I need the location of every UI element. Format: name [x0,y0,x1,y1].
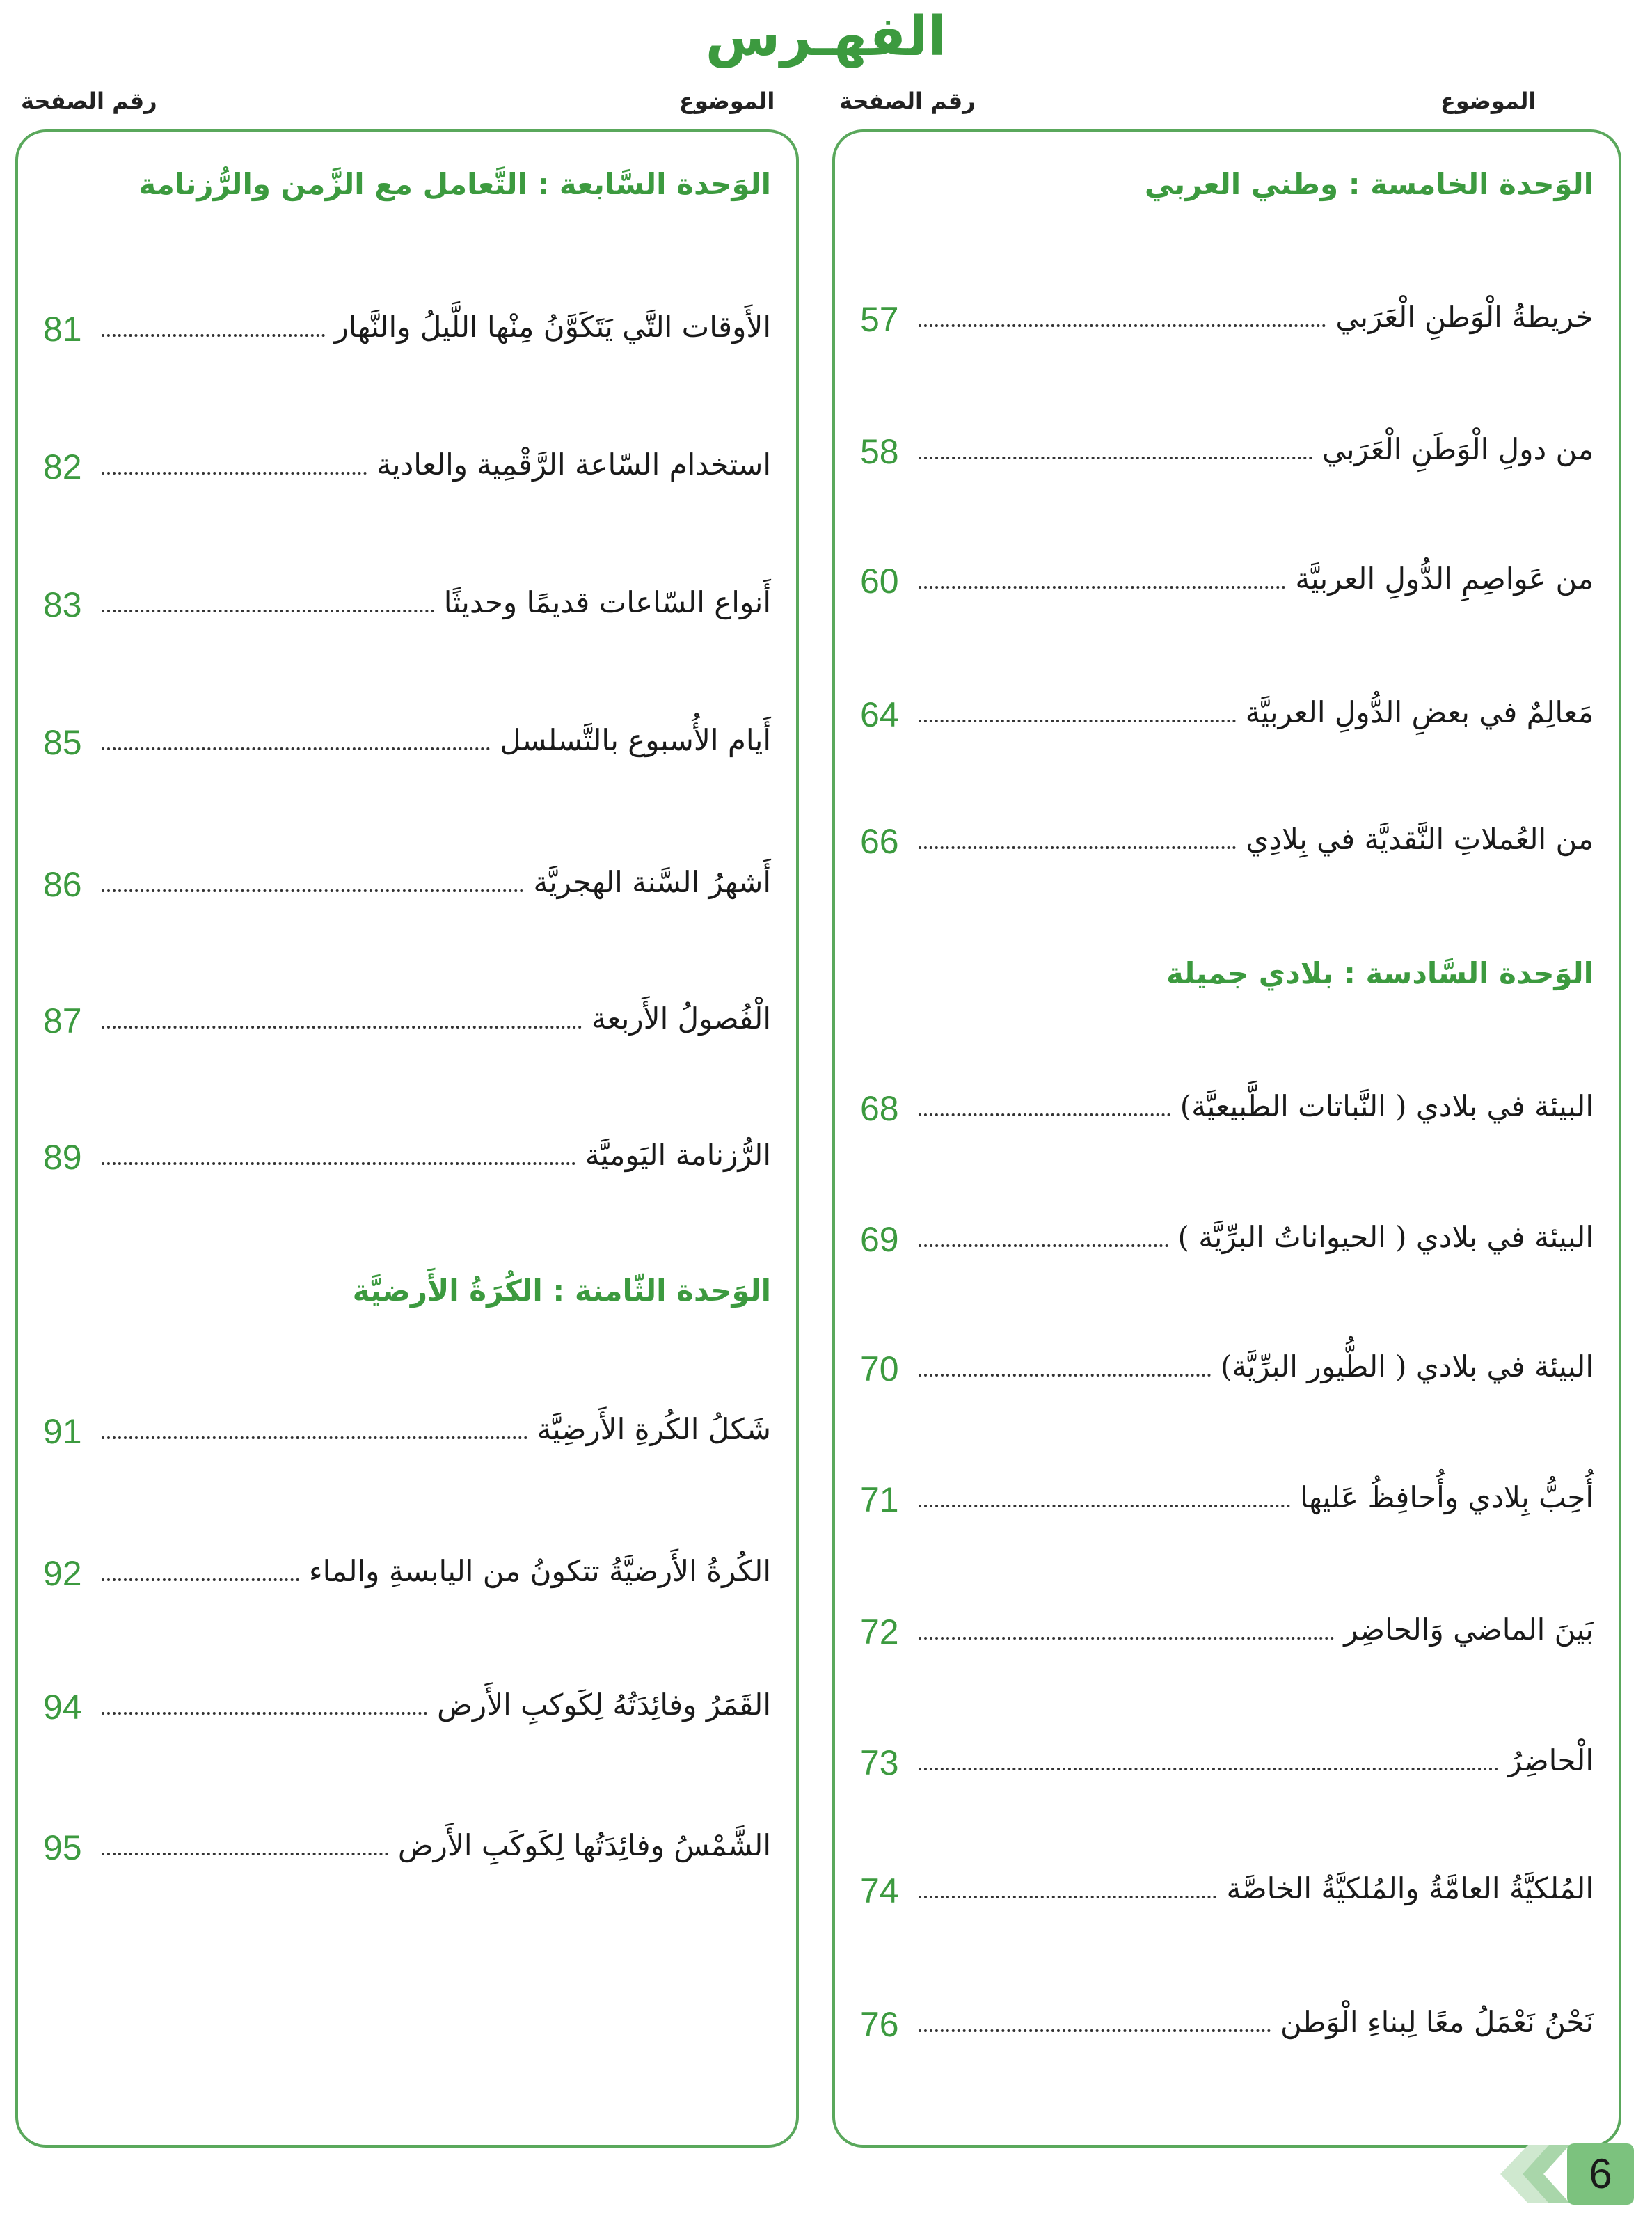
entry-page: 83 [43,585,82,624]
dot-leader [102,1578,299,1581]
entry-page: 69 [860,1220,899,1259]
entry-title: الرُّزنامة اليَوميَّة [585,1138,771,1172]
page-number: 6 [1567,2143,1634,2205]
dot-leader [919,1637,1334,1640]
page-title: الفهـرس [705,6,947,68]
toc-entry[interactable] [860,1603,1594,1652]
entry-page: 57 [860,300,899,339]
header-topic-right: الموضوع [1440,88,1536,114]
entry-page: 72 [860,1612,899,1651]
unit-title: الوَحدة السَّابعة : التَّعامل مع الزَّمن والرُّزنامة [138,167,771,201]
dot-leader [102,1853,388,1855]
entry-title: خريطةُ الْوَطنِ الْعَرَبي [1335,300,1594,334]
dot-leader [919,586,1285,589]
header-page-left: رقم الصفحة [21,88,157,114]
toc-entry[interactable] [43,856,771,905]
entry-title: من عَواصِمِ الدُّولِ العربيَّة [1295,562,1594,596]
entry-title: الكُرةُ الأَرضيَّةُ تتكونُ من اليابسةِ والماء [308,1554,771,1588]
entry-page: 76 [860,2005,899,2044]
toc-entry[interactable] [43,714,771,763]
entry-page: 73 [860,1743,899,1782]
entry-title: أَيام الأُسبوع بالتَّسلسل [500,723,771,757]
entry-title: شَكلُ الكُرةِ الأَرضِيَّة [537,1412,771,1446]
entry-title: البيئة في بلادي ( الطُّيور البرِّيَّة) [1220,1349,1594,1383]
entry-page: 71 [860,1480,899,1519]
entry-page: 89 [43,1138,82,1177]
toc-entry[interactable] [43,576,771,625]
dot-leader [102,747,490,750]
toc-entry[interactable] [43,301,771,349]
toc-entry[interactable] [860,553,1594,601]
toc-entry[interactable] [860,1340,1594,1389]
dot-leader [919,1505,1290,1507]
entry-title: البيئة في بلادي ( النَّباتات الطَّبيعيَّة) [1180,1089,1594,1123]
dot-leader [919,1768,1498,1770]
toc-entry[interactable] [860,1471,1594,1520]
entry-title: البيئة في بلادي ( الحيواناتُ البرِّيَّة ) [1177,1220,1594,1254]
entry-title: الأَوقات التَّي يَتَكَوَّنُ مِنْها اللَّيلُ والنَّهار [334,310,771,344]
dot-leader [919,1113,1170,1116]
header-page-right: رقم الصفحة [839,88,976,114]
entry-title: الشَّمْسُ وفائِدَتُها لِكَوكَبِ الأَرض [397,1828,771,1862]
toc-entry[interactable] [860,1211,1594,1260]
entry-page: 86 [43,865,82,904]
entry-title: بَينَ الماضي وَالحاضِر [1344,1612,1594,1647]
entry-page: 95 [43,1828,82,1867]
toc-entry[interactable] [43,1403,771,1452]
toc-entry[interactable] [43,1679,771,1727]
entry-page: 82 [43,447,82,486]
toc-entry[interactable] [43,1819,771,1868]
entry-title: أَنواع السّاعات قديمًا وحديثًا [443,585,771,619]
dot-leader [102,334,325,337]
toc-panel-right [832,129,1621,2148]
entry-page: 91 [43,1412,82,1451]
dot-leader [102,1162,575,1165]
dot-leader [919,1896,1216,1898]
dot-leader [102,610,434,612]
dot-leader [919,846,1236,849]
entry-page: 60 [860,562,899,601]
toc-entry[interactable] [860,291,1594,340]
entry-title: الْحاضِرُ [1507,1743,1594,1777]
entry-title: من دولِ الْوَطَنِ الْعَرَبي [1321,432,1594,466]
entry-title: المُلكيَّةُ العامَّةُ والمُلكيَّةُ الخاصَّة [1226,1871,1594,1905]
dot-leader [102,889,523,892]
dot-leader [102,1436,527,1439]
entry-title: القَمَرُ وفائِدَتُهُ لِكَوكبِ الأَرض [437,1688,771,1722]
entry-page: 81 [43,310,82,349]
unit-title: الوَحدة السَّادسة : بلادي جميلة [1166,956,1594,990]
entry-title: مَعالِمٌ في بعضِ الدُّولِ العربيَّة [1245,695,1594,729]
dot-leader [102,472,367,475]
dot-leader [919,2029,1271,2032]
page-number-badge [1479,2139,1641,2209]
header-topic-left: الموضوع [679,88,775,114]
dot-leader [102,1026,582,1029]
entry-page: 66 [860,822,899,861]
entry-page: 58 [860,432,899,471]
unit-title: الوَحدة الخامسة : وطني العربي [1144,167,1594,201]
dot-leader [102,1712,427,1715]
entry-title: أُحِبُّ بِلادي وأُحافِظُ عَليها [1300,1480,1594,1514]
entry-page: 74 [860,1871,899,1910]
entry-title: من العُملاتِ النَّقديَّة في بِلادِي [1246,822,1594,856]
entry-page: 87 [43,1001,82,1040]
entry-title: نَحْنُ نَعْمَلُ معًا لِبناءِ الْوَطن [1280,2005,1594,2039]
dot-leader [919,457,1312,459]
toc-entry[interactable] [43,1129,771,1178]
dot-leader [919,1374,1211,1377]
dot-leader [919,720,1236,722]
toc-entry[interactable] [860,686,1594,735]
entry-title: استخدام السّاعة الرَّقْمِية والعادية [376,447,771,482]
toc-entry[interactable] [860,1080,1594,1129]
entry-page: 85 [43,723,82,762]
unit-title: الوَحدة الثّامنة : الكُرَةُ الأَرضيَّة [352,1274,771,1308]
toc-entry[interactable] [43,992,771,1041]
dot-leader [919,1244,1168,1247]
toc-entry[interactable] [860,1862,1594,1911]
toc-entry[interactable] [860,1734,1594,1783]
toc-panel-left [15,129,799,2148]
entry-title: الْفُصولُ الأَربعة [591,1001,771,1036]
toc-entry[interactable] [43,1545,771,1594]
toc-entry[interactable] [860,1996,1594,2045]
entry-page: 70 [860,1349,899,1388]
toc-entry[interactable] [43,438,771,487]
toc-entry[interactable] [860,813,1594,862]
toc-entry[interactable] [860,423,1594,472]
entry-page: 92 [43,1554,82,1593]
entry-page: 68 [860,1089,899,1128]
entry-title: أَشهرُ السَّنة الهجريَّة [533,865,771,899]
entry-page: 64 [860,695,899,734]
entry-page: 94 [43,1688,82,1727]
dot-leader [919,324,1326,327]
